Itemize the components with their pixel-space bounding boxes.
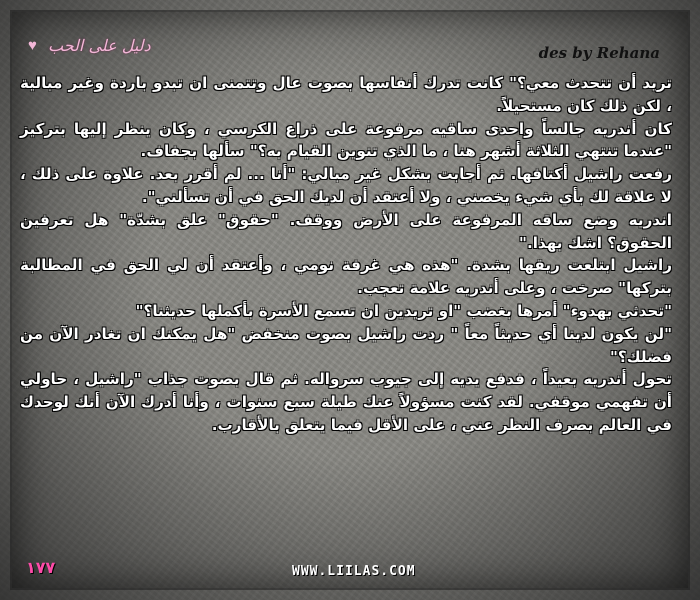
paragraph: كان أندريه جالساً واحدى ساقيه مرفوعة على ذراع الكرسي ، وكان ينظر إليها بتركيز "عندما تنتهي الثلاثة أشهر هنا ، ما الذي تنوين القيام به؟" سألها بجفاف. xyxy=(20,119,672,161)
story-text xyxy=(20,72,672,437)
paragraph: تريد أن تتحدث معي؟" كانت تدرك أنفاسها بصوت عال وتتمنى ان تبدو باردة وغير مبالية ، لكن ذلك كان مستحيلاً. xyxy=(20,74,672,115)
paragraph: راشيل ابتلعت ريقها بشدة. "هذه هي غرفة نومي ، وأعتقد أن لي الحق في المطالبة بتركها" صرخت ، وعلى أندريه علامة تعجب. xyxy=(20,256,672,298)
heart-icon: ♥ xyxy=(28,38,37,54)
page-number: ١٧٧ xyxy=(26,558,56,577)
designer-credit: des by Rehana xyxy=(538,44,660,62)
paragraph: "تحدثي بهدوء" أمرها بغضب "او تريدين ان تسمع الأسرة بأكملها حديثنا؟" xyxy=(135,301,672,320)
paragraph: رفعت راشيل أكتافها. ثم أجابت بشكل غير مبالي: "أنا ... لم أقرر بعد. علاوة على ذلك ، لا علاقة لك بأي شيء يخصني ، ولا أعتقد أن لديك الحق في أن تسألني". xyxy=(20,165,672,206)
paragraph: تحول أندريه بعيداً ، فدفع يديه إلى جيوب سرواله. ثم قال بصوت جذاب "راشيل ، حاولي أن تفهمي موقفي. لقد كنت مسؤولاً عنك طيلة سبع سنوات ، وأنا أدرك الآن أنك لوحدك في العالم بصرف النظر عني ، على الأقل فيما يتعلق بالأقارب. xyxy=(20,370,672,434)
paragraph: "لن يكون لدينا أي حديثاً معاً " ردت راشيل بصوت منخفض "هل يمكنك ان تغادر الآن من فضلك؟" xyxy=(20,324,672,366)
site-watermark: WWW.LIILAS.COM xyxy=(292,564,416,579)
paragraph: اندريه وضع ساقه المرفوعة على الأرض ووقف. "حقوق" علق بشدّة" هل تعرفين الحقوق؟ اشك بهذا." xyxy=(20,210,672,252)
page-header-title: دليل على الحب xyxy=(48,36,151,55)
